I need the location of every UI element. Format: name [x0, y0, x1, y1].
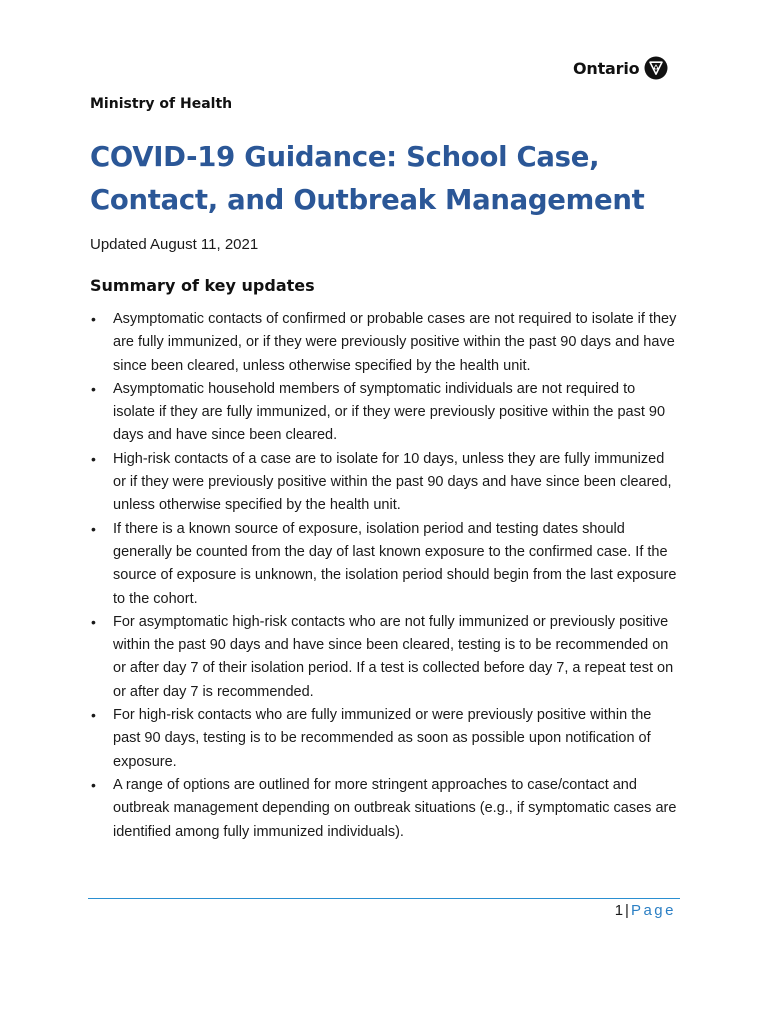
ontario-logo	[573, 56, 668, 80]
list-item	[90, 308, 680, 378]
list-item	[90, 518, 680, 611]
bullet-marker: •	[91, 450, 96, 467]
list-item-text: Asymptomatic household members of symptomatic individuals are not required to isolate if they are fully immunized, or if they were previously positive within the past 90 days and have since been cleared.	[113, 380, 666, 444]
page-footer	[615, 902, 676, 919]
page-separator: |	[625, 902, 629, 919]
list-item-text: Asymptomatic contacts of confirmed or probable cases are not required to isolate if they are fully immunized, or if they were previously positive within the past 90 days and have since been cleared, unless otherwise specified by the health unit.	[113, 311, 677, 374]
list-item	[90, 448, 680, 518]
list-item-text: For asymptomatic high-risk contacts who are not fully immunized or previously positive within the past 90 days and have since been cleared, testing is to be recommended on or after day 7 of their isolation period. If a test is collected before day 7, a repeat test on or after day 7 is recommended.	[113, 613, 674, 700]
list-item	[90, 704, 680, 774]
list-item-text: A range of options are outlined for more stringent approaches to case/contact and outbreak management depending on outbreak situations (e.g., if symptomatic cases are identified among fully immunized individuals).	[113, 776, 677, 840]
bullet-marker: •	[91, 613, 96, 630]
summary-heading: Summary of key updates	[90, 276, 315, 295]
ontario-trillium-icon	[644, 56, 668, 80]
key-updates-list	[90, 308, 680, 844]
bullet-marker: •	[91, 380, 96, 397]
page-label: Page	[630, 902, 676, 919]
ministry-name: Ministry of Health	[90, 96, 233, 112]
list-item-text: If there is a known source of exposure, isolation period and testing dates should generally be counted from the day of last known exposure to the confirmed case. If the source of exposure is unknown, the isolation period should begin from the last exposure to the cohort.	[113, 520, 677, 607]
list-item	[90, 378, 680, 448]
bullet-marker: •	[91, 776, 96, 793]
updated-date: Updated August 11, 2021	[90, 236, 259, 253]
list-item	[90, 774, 680, 844]
list-item	[90, 611, 680, 704]
list-item-text: For high-risk contacts who are fully immunized or were previously positive within the past 90 days, testing is to be recommended as soon as possible upon notification of exposure.	[113, 707, 652, 770]
bullet-marker: •	[91, 707, 96, 724]
page-number: 1	[614, 902, 624, 919]
footer-divider	[88, 898, 680, 899]
list-item-text: High-risk contacts of a case are to isolate for 10 days, unless they are fully immunized or if they were previously positive within the past 90 days and have since been cleared, unless otherwise specified by the health unit.	[113, 450, 672, 514]
logo-wordmark: Ontario	[573, 58, 640, 78]
document-title: COVID-19 Guidance: School Case, Contact, and Outbreak Management	[90, 141, 645, 216]
bullet-marker: •	[91, 520, 96, 537]
bullet-marker: •	[91, 311, 96, 327]
